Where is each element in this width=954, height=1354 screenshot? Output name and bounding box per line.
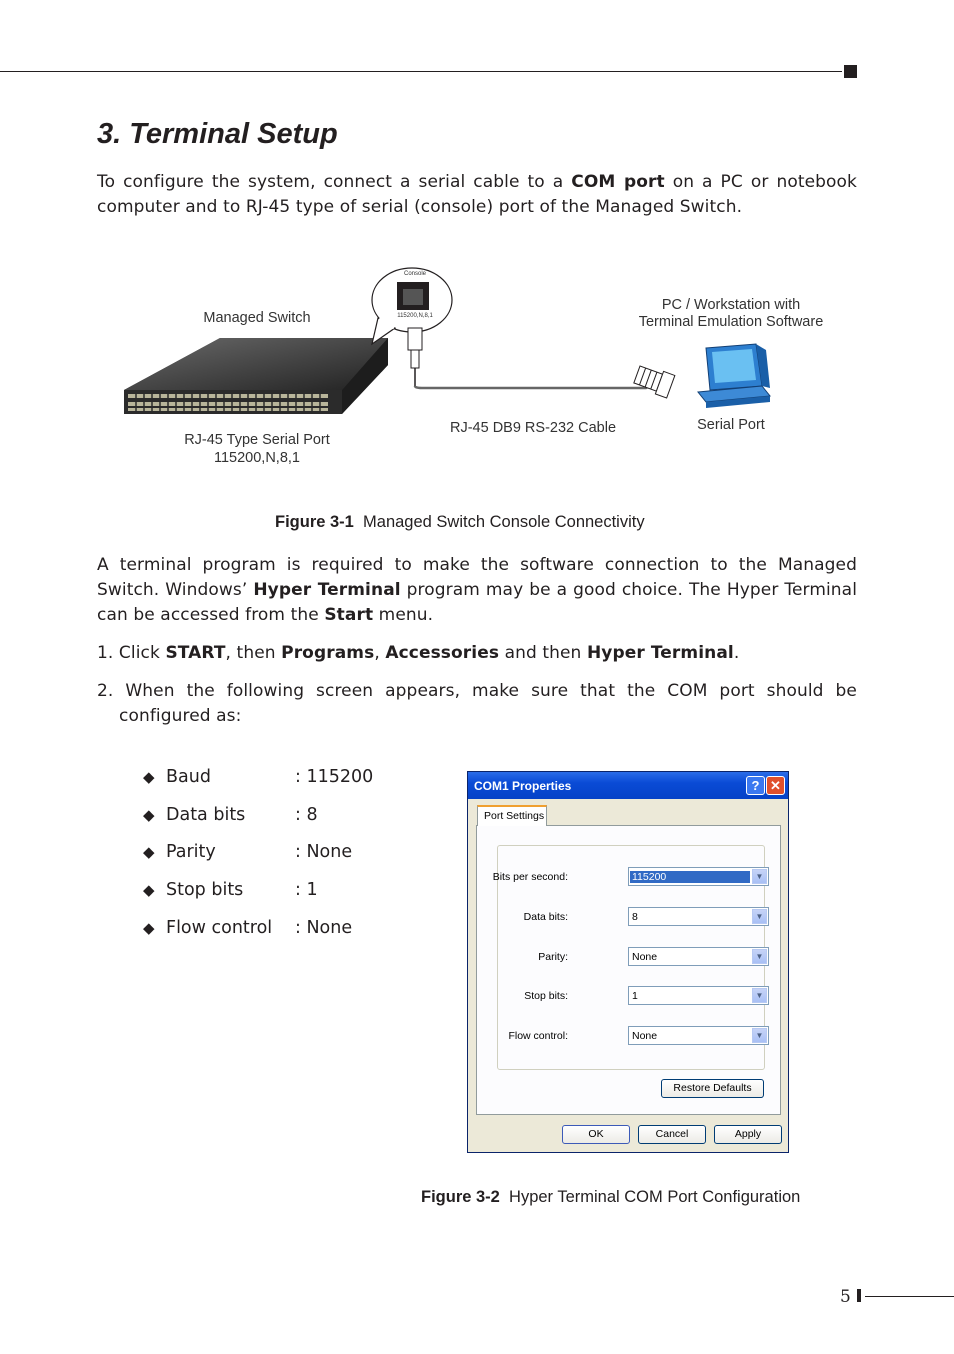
header-square [844, 65, 857, 78]
console-label: Console [403, 271, 426, 277]
stop-bits-label: Stop bits: [524, 990, 568, 1002]
page-number: 5 [840, 1287, 851, 1307]
setting-baud: ◆ Baud : 115200 [143, 767, 374, 787]
cable-label: RJ-45 DB9 RS-232 Cable [449, 420, 617, 436]
console-setting-label: 115200,N,8,1 [397, 313, 433, 319]
chevron-down-icon[interactable]: ▼ [752, 1028, 767, 1043]
chevron-down-icon[interactable]: ▼ [752, 949, 767, 964]
figure-2-caption: Figure 3-2 Hyper Terminal COM Port Configuration [421, 1188, 801, 1206]
tab-port-settings[interactable]: Port Settings [477, 805, 547, 826]
flow-control-select[interactable]: None ▼ [628, 1026, 769, 1045]
parity-label: Parity: [538, 951, 568, 963]
serial-cable [415, 382, 650, 388]
ok-button[interactable]: OK [562, 1125, 630, 1144]
help-button[interactable]: ? [746, 776, 765, 795]
setting-data-bits: ◆ Data bits : 8 [143, 805, 318, 825]
dialog-title-bar [468, 772, 788, 799]
restore-defaults-button[interactable]: Restore Defaults [661, 1079, 764, 1098]
close-button[interactable]: ✕ [766, 776, 785, 795]
figure-1-caption: Figure 3-1 Managed Switch Console Connectivity [275, 513, 645, 531]
db9-connector [633, 363, 675, 398]
flow-control-label: Flow control: [508, 1030, 568, 1042]
data-bits-label: Data bits: [523, 911, 568, 923]
serial-port-label: Serial Port [697, 417, 765, 433]
data-bits-select[interactable]: 8 ▼ [628, 907, 769, 926]
diamond-bullet-icon: ◆ [143, 768, 155, 786]
pc-icon [698, 344, 770, 408]
setting-flow-control: ◆ Flow control : None [143, 918, 353, 938]
pc-label-1: PC / Workstation with [661, 297, 801, 313]
chevron-down-icon[interactable]: ▼ [752, 869, 767, 884]
pc-label-2: Terminal Emulation Software [638, 314, 824, 330]
parity-select[interactable]: None ▼ [628, 947, 769, 966]
footer-rule [865, 1296, 954, 1297]
intro-paragraph: To configure the system, connect a serial cable to a COM port on a PC or notebook computer and to RJ-45 type of serial (console) port of the Managed Switch. [97, 172, 857, 217]
diamond-bullet-icon: ◆ [143, 881, 155, 899]
switch-ports [128, 394, 328, 411]
diamond-bullet-icon: ◆ [143, 919, 155, 937]
port-label-1: RJ-45 Type Serial Port [184, 432, 330, 448]
switch-top [124, 338, 388, 390]
page-title: 3. Terminal Setup [97, 118, 338, 150]
apply-button[interactable]: Apply [714, 1125, 782, 1144]
rj45-plug [408, 328, 422, 350]
setting-stop-bits: ◆ Stop bits : 1 [143, 880, 318, 900]
cancel-button[interactable]: Cancel [638, 1125, 706, 1144]
diamond-bullet-icon: ◆ [143, 806, 155, 824]
bits-per-second-label: Bits per second: [492, 871, 568, 883]
port-label-2: 115200,N,8,1 [214, 450, 300, 466]
diamond-bullet-icon: ◆ [143, 843, 155, 861]
settings-group [492, 845, 765, 1070]
dialog-title: COM1 Properties [474, 779, 572, 793]
step-2: 2. When the following screen appears, make sure that the COM port should be configured as: [97, 681, 857, 726]
terminal-paragraph: A terminal program is required to make the software connection to the Managed Switch. Windows’ Hyper Terminal program may be a good choice. The Hyper Terminal can be accessed from the Start menu. [97, 555, 858, 625]
stop-bits-select[interactable]: 1 ▼ [628, 986, 769, 1005]
chevron-down-icon[interactable]: ▼ [752, 909, 767, 924]
setting-parity: ◆ Parity : None [143, 842, 353, 862]
switch-label: Managed Switch [203, 310, 311, 326]
com1-properties-dialog [467, 771, 789, 1153]
header-rule [0, 71, 842, 72]
bits-per-second-select[interactable]: 115200 ▼ [628, 867, 769, 886]
step-1: 1. Click START, then Programs, Accessories and then Hyper Terminal. [97, 643, 740, 663]
page-marker [857, 1289, 861, 1302]
chevron-down-icon[interactable]: ▼ [752, 988, 767, 1003]
